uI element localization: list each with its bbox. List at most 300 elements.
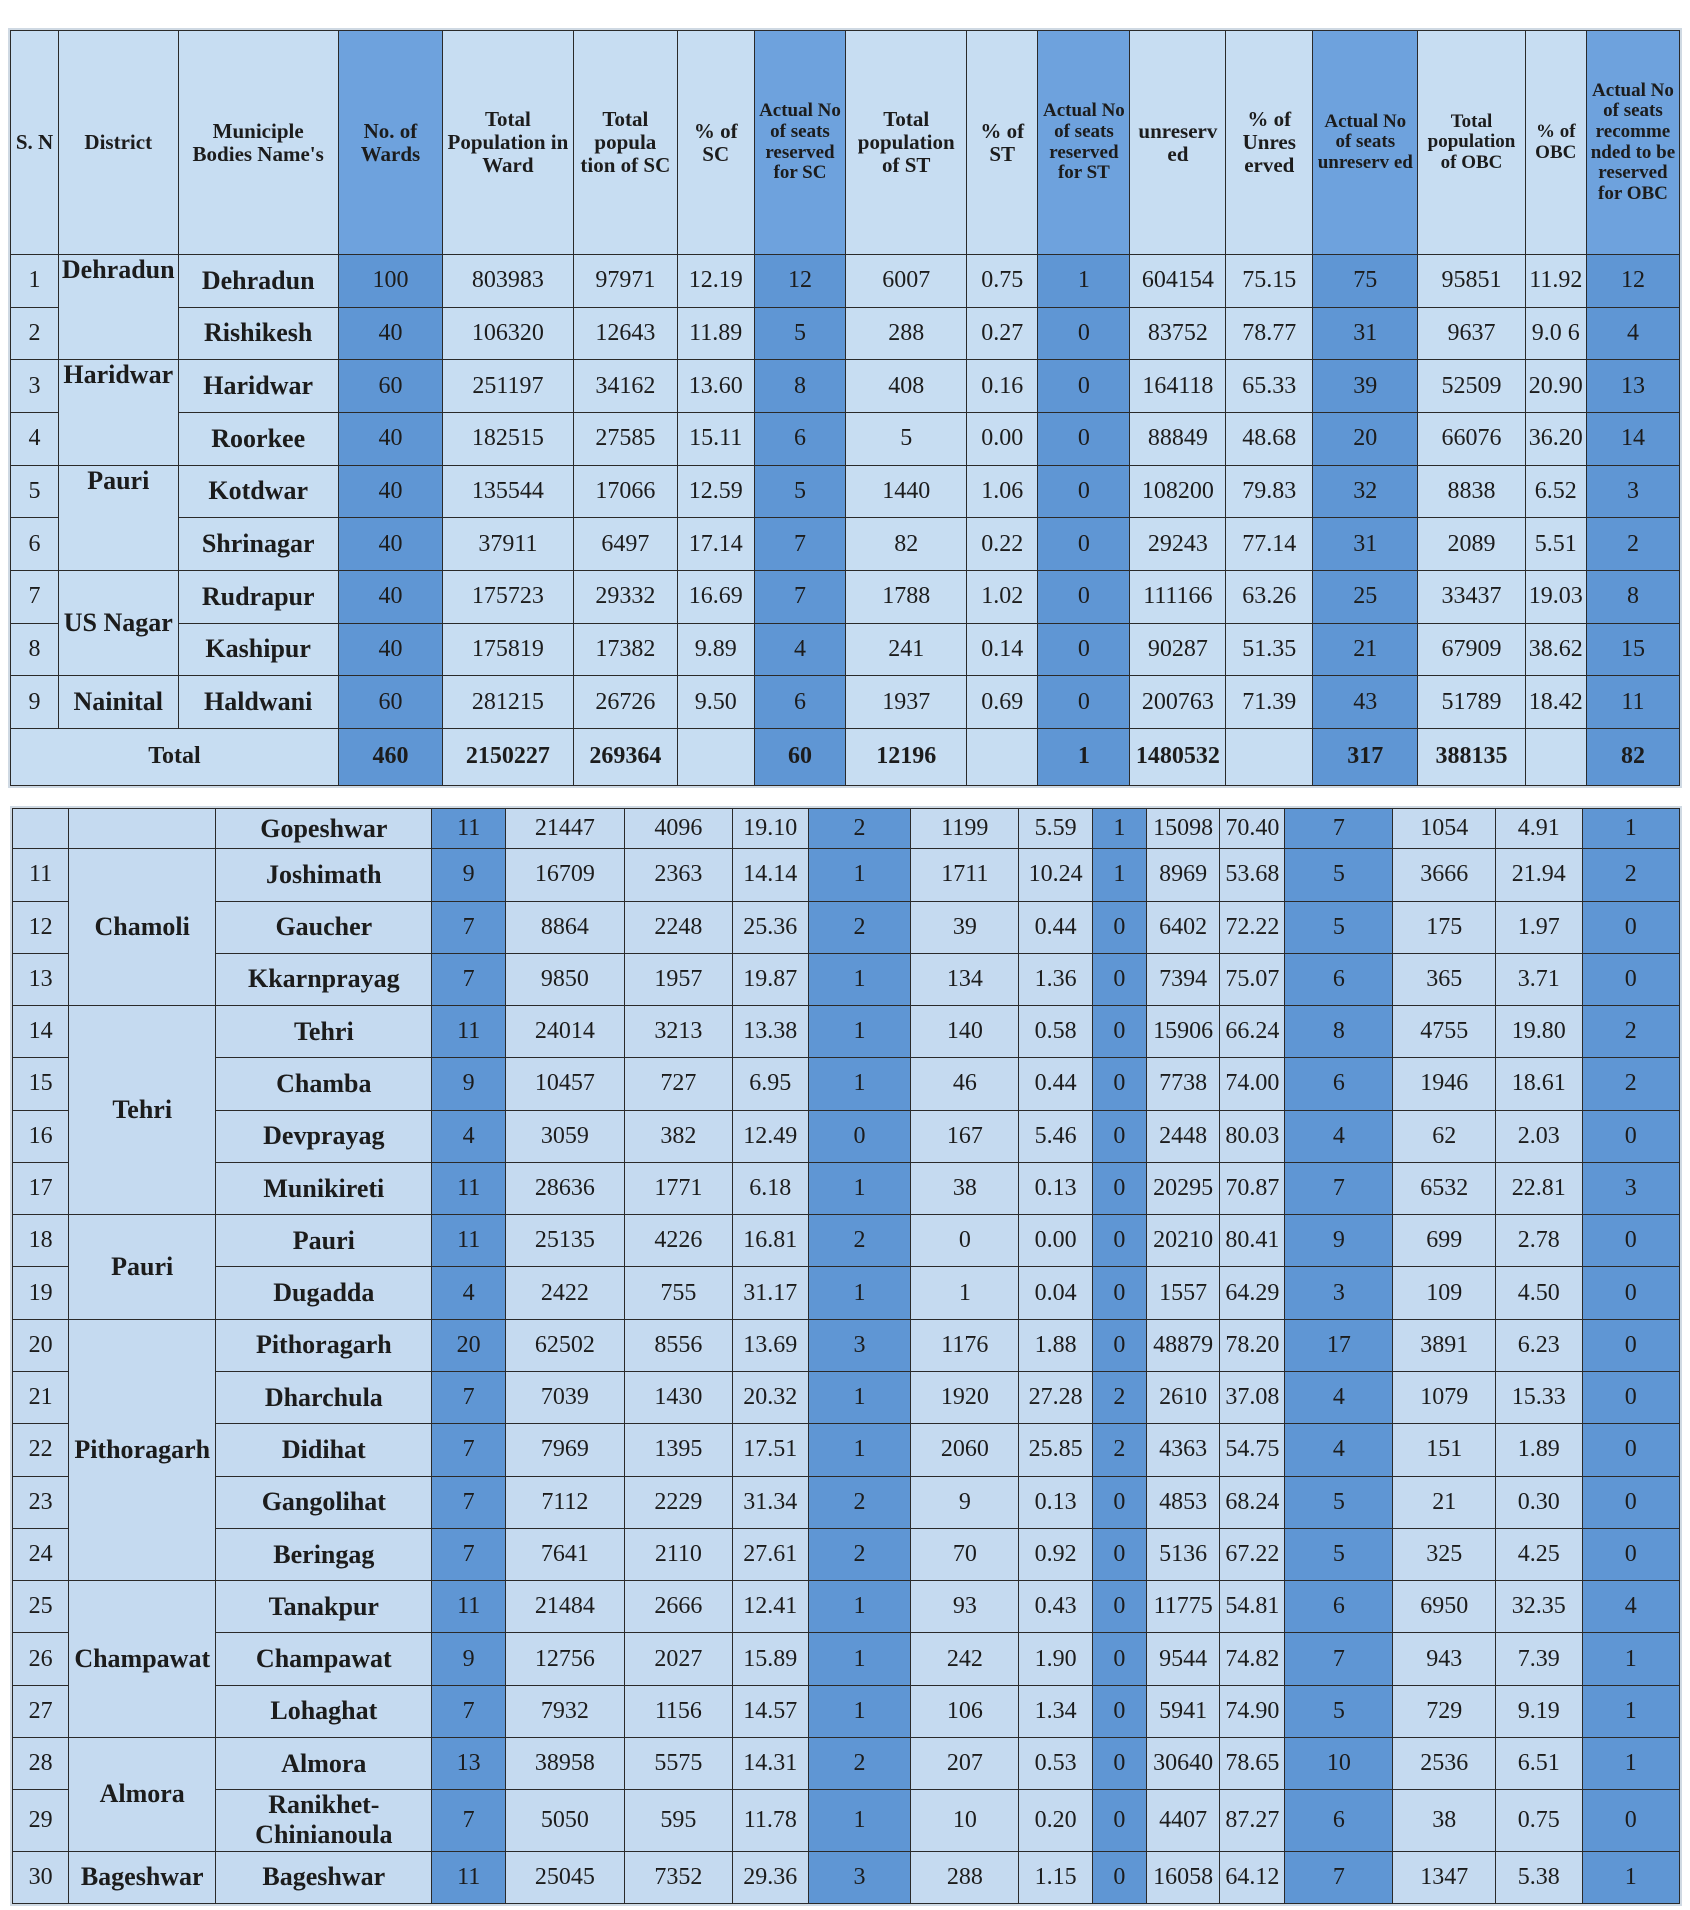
table-row <box>13 1633 1680 1685</box>
wards-cell: 20 <box>432 1319 506 1371</box>
municipal-body-cell: Bageshwar <box>216 1851 432 1903</box>
district-cell: US Nagar <box>59 570 179 675</box>
unres-seats-cell: 7 <box>1285 1633 1393 1685</box>
obc-pct-cell: 18.61 <box>1496 1058 1582 1110</box>
unres-seats-cell: 5 <box>1285 901 1393 953</box>
header-total-pop: Total Population in Ward <box>443 31 574 255</box>
total-row <box>11 728 1680 785</box>
unres-cell: 20295 <box>1146 1162 1220 1214</box>
table-row <box>13 1215 1680 1267</box>
table-row <box>13 1738 1680 1790</box>
wards-cell: 11 <box>432 1162 506 1214</box>
wards-cell: 11 <box>432 1581 506 1633</box>
unres-seats-cell: 25 <box>1313 570 1418 623</box>
serial-number-cell: 26 <box>13 1633 69 1685</box>
sc-pct-cell: 9.50 <box>677 676 754 729</box>
st-pct-cell: 0.22 <box>966 518 1037 571</box>
header-pop-st: Total population of ST <box>846 31 967 255</box>
unres-pct-cell: 64.12 <box>1220 1851 1285 1903</box>
st-pct-cell: 5.46 <box>1019 1110 1093 1162</box>
serial-number-cell: 25 <box>13 1581 69 1633</box>
sc-seats-cell: 2 <box>808 1215 911 1267</box>
sc-cell: 2666 <box>624 1581 732 1633</box>
st-seats-cell: 0 <box>1092 1790 1146 1851</box>
unres-pct-cell: 87.27 <box>1220 1790 1285 1851</box>
unres-pct-cell: 64.29 <box>1220 1267 1285 1319</box>
sc-seats-cell: 1 <box>808 1790 911 1851</box>
municipal-body-cell: Gangolihat <box>216 1476 432 1528</box>
obc-cell: 699 <box>1393 1215 1496 1267</box>
st-seats-cell: 1 <box>1092 809 1146 849</box>
st-seats-cell: 0 <box>1038 518 1130 571</box>
total-sc-cell: 269364 <box>573 728 677 785</box>
sc-pct-cell: 25.36 <box>732 901 808 953</box>
unres-seats-cell: 4 <box>1285 1424 1393 1476</box>
st-seats-cell: 0 <box>1038 676 1130 729</box>
unres-pct-cell: 78.77 <box>1226 307 1313 360</box>
obc-pct-cell: 4.50 <box>1496 1267 1582 1319</box>
unres-cell: 29243 <box>1130 518 1226 571</box>
unres-pct-cell: 74.90 <box>1220 1685 1285 1737</box>
st-pct-cell: 1.36 <box>1019 953 1093 1005</box>
unres-cell: 200763 <box>1130 676 1226 729</box>
header-pct-st: % of ST <box>966 31 1037 255</box>
wards-cell: 13 <box>432 1738 506 1790</box>
sc-pct-cell: 27.61 <box>732 1528 808 1580</box>
wards-cell: 60 <box>338 676 442 729</box>
unres-cell: 5941 <box>1146 1685 1220 1737</box>
st-pct-cell: 10.24 <box>1019 849 1093 901</box>
serial-number-cell: 18 <box>13 1215 69 1267</box>
district-cell: Haridwar <box>59 360 179 465</box>
st-seats-cell: 0 <box>1038 465 1130 518</box>
table-row <box>13 1058 1680 1110</box>
sc-pct-cell: 13.60 <box>677 360 754 413</box>
table-row <box>11 570 1680 623</box>
serial-number-cell <box>13 809 69 849</box>
unres-cell: 90287 <box>1130 623 1226 676</box>
sc-cell: 1771 <box>624 1162 732 1214</box>
st-pct-cell: 0.92 <box>1019 1528 1093 1580</box>
sc-cell: 2229 <box>624 1476 732 1528</box>
district-cell: Pauri <box>69 1215 216 1320</box>
unres-cell: 11775 <box>1146 1581 1220 1633</box>
obc-seats-cell: 0 <box>1582 1528 1679 1580</box>
total-label: Total <box>11 728 339 785</box>
obc-seats-cell: 1 <box>1582 1633 1679 1685</box>
st-cell: 288 <box>911 1851 1019 1903</box>
sc-cell: 29332 <box>573 570 677 623</box>
obc-pct-cell: 2.03 <box>1496 1110 1582 1162</box>
obc-seats-cell: 2 <box>1582 1058 1679 1110</box>
serial-number-cell: 11 <box>13 849 69 901</box>
municipal-body-cell: Haridwar <box>178 360 338 413</box>
st-seats-cell: 0 <box>1092 1633 1146 1685</box>
total-cell: 7641 <box>505 1528 624 1580</box>
st-cell: 1 <box>911 1267 1019 1319</box>
st-cell: 70 <box>911 1528 1019 1580</box>
obc-seats-cell: 3 <box>1582 1162 1679 1214</box>
total-cell: 62502 <box>505 1319 624 1371</box>
sc-cell: 382 <box>624 1110 732 1162</box>
st-cell: 241 <box>846 623 967 676</box>
district-cell: Dehradun <box>59 255 179 360</box>
unres-pct-cell: 66.24 <box>1220 1006 1285 1058</box>
header-wards: No. of Wards <box>338 31 442 255</box>
serial-number-cell: 16 <box>13 1110 69 1162</box>
st-pct-cell: 0.04 <box>1019 1267 1093 1319</box>
st-pct-cell: 0.14 <box>966 623 1037 676</box>
sc-seats-cell: 1 <box>808 1424 911 1476</box>
table-row <box>13 1581 1680 1633</box>
obc-seats-cell: 0 <box>1582 901 1679 953</box>
municipal-body-cell: Roorkee <box>178 412 338 465</box>
serial-number-cell: 21 <box>13 1372 69 1424</box>
st-cell: 38 <box>911 1162 1019 1214</box>
municipal-body-cell: Gopeshwar <box>216 809 432 849</box>
district-cell: Almora <box>69 1738 216 1852</box>
municipal-body-cell: Champawat <box>216 1633 432 1685</box>
sc-pct-cell: 17.14 <box>677 518 754 571</box>
st-pct-cell: 0.44 <box>1019 1058 1093 1110</box>
unres-cell: 4407 <box>1146 1790 1220 1851</box>
municipal-body-cell: Rudrapur <box>178 570 338 623</box>
st-pct-cell: 0.53 <box>1019 1738 1093 1790</box>
top-table-body <box>11 255 1680 786</box>
unres-cell: 8969 <box>1146 849 1220 901</box>
sc-seats-cell: 4 <box>754 623 846 676</box>
sc-cell: 2110 <box>624 1528 732 1580</box>
obc-seats-cell: 4 <box>1586 307 1679 360</box>
sc-pct-cell: 14.57 <box>732 1685 808 1737</box>
header-seats-obc: Actual No of seats recomme nded to be reserved for OBC <box>1586 31 1679 255</box>
st-cell: 1199 <box>911 809 1019 849</box>
unres-pct-cell: 70.40 <box>1220 809 1285 849</box>
unres-cell: 1557 <box>1146 1267 1220 1319</box>
st-pct-cell: 0.00 <box>1019 1215 1093 1267</box>
wards-cell: 100 <box>338 255 442 308</box>
obc-cell: 52509 <box>1418 360 1525 413</box>
wards-cell: 9 <box>432 1633 506 1685</box>
st-seats-cell: 0 <box>1092 1476 1146 1528</box>
table-row <box>11 518 1680 571</box>
unres-pct-cell: 75.07 <box>1220 953 1285 1005</box>
table-row <box>11 360 1680 413</box>
obc-cell: 33437 <box>1418 570 1525 623</box>
obc-seats-cell: 1 <box>1582 809 1679 849</box>
unres-seats-cell: 10 <box>1285 1738 1393 1790</box>
unres-seats-cell: 5 <box>1285 1528 1393 1580</box>
total-cell: 25135 <box>505 1215 624 1267</box>
sc-seats-cell: 8 <box>754 360 846 413</box>
sc-cell: 5575 <box>624 1738 732 1790</box>
obc-cell: 38 <box>1393 1790 1496 1851</box>
st-cell: 10 <box>911 1790 1019 1851</box>
unres-cell: 15906 <box>1146 1006 1220 1058</box>
obc-cell: 365 <box>1393 953 1496 1005</box>
municipal-body-cell: Tanakpur <box>216 1581 432 1633</box>
total-cell: 175723 <box>443 570 574 623</box>
table-row <box>11 465 1680 518</box>
obc-cell: 151 <box>1393 1424 1496 1476</box>
total-obc-seats-cell: 82 <box>1586 728 1679 785</box>
header-unreserved: unreserv ed <box>1130 31 1226 255</box>
st-seats-cell: 0 <box>1092 1528 1146 1580</box>
obc-pct-cell: 32.35 <box>1496 1581 1582 1633</box>
serial-number-cell: 19 <box>13 1267 69 1319</box>
unres-cell: 5136 <box>1146 1528 1220 1580</box>
table-row <box>11 623 1680 676</box>
sc-cell: 2363 <box>624 849 732 901</box>
obc-cell: 1079 <box>1393 1372 1496 1424</box>
table-row <box>13 901 1680 953</box>
wards-cell: 7 <box>432 1476 506 1528</box>
st-pct-cell: 0.00 <box>966 412 1037 465</box>
serial-number-cell: 24 <box>13 1528 69 1580</box>
wards-cell: 40 <box>338 307 442 360</box>
wards-cell: 7 <box>432 1685 506 1737</box>
sc-cell: 12643 <box>573 307 677 360</box>
st-pct-cell: 1.88 <box>1019 1319 1093 1371</box>
serial-number-cell: 5 <box>11 465 59 518</box>
sc-cell: 3213 <box>624 1006 732 1058</box>
obc-seats-cell: 0 <box>1582 1790 1679 1851</box>
unres-seats-cell: 4 <box>1285 1110 1393 1162</box>
obc-cell: 325 <box>1393 1528 1496 1580</box>
obc-pct-cell: 38.62 <box>1525 623 1586 676</box>
st-cell: 106 <box>911 1685 1019 1737</box>
st-pct-cell: 0.58 <box>1019 1006 1093 1058</box>
wards-cell: 4 <box>432 1110 506 1162</box>
bottom-table-body <box>13 809 1680 1904</box>
header-pct-sc: % of SC <box>677 31 754 255</box>
unres-cell: 20210 <box>1146 1215 1220 1267</box>
total-cell: 37911 <box>443 518 574 571</box>
st-seats-cell: 0 <box>1038 360 1130 413</box>
unres-pct-cell: 63.26 <box>1226 570 1313 623</box>
sc-seats-cell: 3 <box>808 1851 911 1903</box>
st-pct-cell: 0.13 <box>1019 1162 1093 1214</box>
table-row <box>13 849 1680 901</box>
obc-seats-cell: 0 <box>1582 1476 1679 1528</box>
obc-cell: 2089 <box>1418 518 1525 571</box>
unres-cell: 7394 <box>1146 953 1220 1005</box>
unres-pct-cell: 70.87 <box>1220 1162 1285 1214</box>
serial-number-cell: 23 <box>13 1476 69 1528</box>
header-pct-obc: % of OBC <box>1525 31 1586 255</box>
st-seats-cell: 0 <box>1092 1267 1146 1319</box>
header-seats-st: Actual No of seats reserved for ST <box>1038 31 1130 255</box>
serial-number-cell: 30 <box>13 1851 69 1903</box>
obc-seats-cell: 11 <box>1586 676 1679 729</box>
municipal-body-cell: Haldwani <box>178 676 338 729</box>
total-cell: 12756 <box>505 1633 624 1685</box>
st-cell: 1176 <box>911 1319 1019 1371</box>
sc-cell: 7352 <box>624 1851 732 1903</box>
obc-cell: 2536 <box>1393 1738 1496 1790</box>
wards-cell: 7 <box>432 901 506 953</box>
wards-cell: 7 <box>432 1790 506 1851</box>
sc-seats-cell: 1 <box>808 1581 911 1633</box>
unres-seats-cell: 3 <box>1285 1267 1393 1319</box>
sc-seats-cell: 6 <box>754 676 846 729</box>
table-row <box>13 1110 1680 1162</box>
st-seats-cell: 0 <box>1038 412 1130 465</box>
sc-pct-cell: 11.89 <box>677 307 754 360</box>
unres-seats-cell: 31 <box>1313 518 1418 571</box>
st-pct-cell: 1.34 <box>1019 1685 1093 1737</box>
municipal-body-cell: Devprayag <box>216 1110 432 1162</box>
unres-seats-cell: 20 <box>1313 412 1418 465</box>
total-cell: 21484 <box>505 1581 624 1633</box>
total-cell: 21447 <box>505 809 624 849</box>
unres-seats-cell: 4 <box>1285 1372 1393 1424</box>
st-cell: 39 <box>911 901 1019 953</box>
obc-seats-cell: 0 <box>1582 1267 1679 1319</box>
obc-pct-cell: 9.0 6 <box>1525 307 1586 360</box>
sc-seats-cell: 1 <box>808 953 911 1005</box>
municipal-body-cell: Pauri <box>216 1215 432 1267</box>
sc-cell: 97971 <box>573 255 677 308</box>
sc-seats-cell: 1 <box>808 1372 911 1424</box>
header-pop-obc: Total population of OBC <box>1418 31 1525 255</box>
sc-seats-cell: 1 <box>808 1058 911 1110</box>
unres-cell: 2610 <box>1146 1372 1220 1424</box>
st-seats-cell: 0 <box>1092 901 1146 953</box>
wards-cell: 7 <box>432 1424 506 1476</box>
obc-seats-cell: 0 <box>1582 1424 1679 1476</box>
st-seats-cell: 0 <box>1092 1851 1146 1903</box>
st-cell: 207 <box>911 1738 1019 1790</box>
wards-cell: 40 <box>338 465 442 518</box>
obc-pct-cell: 4.25 <box>1496 1528 1582 1580</box>
municipal-body-cell: Lohaghat <box>216 1685 432 1737</box>
obc-cell: 8838 <box>1418 465 1525 518</box>
st-pct-cell: 0.27 <box>966 307 1037 360</box>
obc-cell: 3891 <box>1393 1319 1496 1371</box>
st-seats-cell: 2 <box>1092 1424 1146 1476</box>
obc-cell: 9637 <box>1418 307 1525 360</box>
obc-seats-cell: 2 <box>1582 1006 1679 1058</box>
st-seats-cell: 0 <box>1038 570 1130 623</box>
serial-number-cell: 7 <box>11 570 59 623</box>
table-row <box>13 1372 1680 1424</box>
st-seats-cell: 1 <box>1038 255 1130 308</box>
unres-pct-cell: 68.24 <box>1220 1476 1285 1528</box>
st-cell: 1788 <box>846 570 967 623</box>
wards-cell: 60 <box>338 360 442 413</box>
total-cell: 175819 <box>443 623 574 676</box>
st-seats-cell: 0 <box>1038 623 1130 676</box>
total-cell: 182515 <box>443 412 574 465</box>
obc-cell: 6532 <box>1393 1162 1496 1214</box>
unres-cell: 111166 <box>1130 570 1226 623</box>
st-seats-cell: 0 <box>1092 1162 1146 1214</box>
sc-pct-cell: 15.89 <box>732 1633 808 1685</box>
total-sc-seats-cell: 60 <box>754 728 846 785</box>
table-row <box>11 307 1680 360</box>
wards-cell: 40 <box>338 412 442 465</box>
sc-seats-cell: 1 <box>808 1633 911 1685</box>
serial-number-cell: 1 <box>11 255 59 308</box>
table-row <box>13 953 1680 1005</box>
st-pct-cell: 0.75 <box>966 255 1037 308</box>
obc-pct-cell: 20.90 <box>1525 360 1586 413</box>
st-seats-cell: 0 <box>1038 307 1130 360</box>
header-seats-unres: Actual No of seats unreserv ed <box>1313 31 1418 255</box>
header-pop-sc: Total popula tion of SC <box>573 31 677 255</box>
obc-seats-cell: 14 <box>1586 412 1679 465</box>
sc-pct-cell: 13.69 <box>732 1319 808 1371</box>
obc-seats-cell: 1 <box>1582 1851 1679 1903</box>
st-cell: 242 <box>911 1633 1019 1685</box>
unres-pct-cell: 78.65 <box>1220 1738 1285 1790</box>
unres-pct-cell: 80.41 <box>1220 1215 1285 1267</box>
sc-pct-cell: 6.95 <box>732 1058 808 1110</box>
municipal-body-cell: Beringag <box>216 1528 432 1580</box>
st-pct-cell: 0.13 <box>1019 1476 1093 1528</box>
total-cell: 251197 <box>443 360 574 413</box>
municipal-seat-table-top <box>10 30 1680 786</box>
unres-pct-cell: 37.08 <box>1220 1372 1285 1424</box>
municipal-body-cell: Dharchula <box>216 1372 432 1424</box>
sc-seats-cell: 2 <box>808 901 911 953</box>
obc-pct-cell: 21.94 <box>1496 849 1582 901</box>
sc-pct-cell: 15.11 <box>677 412 754 465</box>
unres-cell: 2448 <box>1146 1110 1220 1162</box>
sc-pct-cell: 13.38 <box>732 1006 808 1058</box>
unres-seats-cell: 7 <box>1285 809 1393 849</box>
st-pct-cell: 1.90 <box>1019 1633 1093 1685</box>
unres-pct-cell: 48.68 <box>1226 412 1313 465</box>
obc-seats-cell: 2 <box>1582 849 1679 901</box>
obc-seats-cell: 13 <box>1586 360 1679 413</box>
obc-cell: 66076 <box>1418 412 1525 465</box>
st-cell: 167 <box>911 1110 1019 1162</box>
unres-pct-cell: 75.15 <box>1226 255 1313 308</box>
obc-seats-cell: 4 <box>1582 1581 1679 1633</box>
obc-pct-cell: 6.23 <box>1496 1319 1582 1371</box>
sc-pct-cell: 19.10 <box>732 809 808 849</box>
obc-cell: 1946 <box>1393 1058 1496 1110</box>
obc-seats-cell: 3 <box>1586 465 1679 518</box>
unres-seats-cell: 39 <box>1313 360 1418 413</box>
obc-cell: 51789 <box>1418 676 1525 729</box>
sc-seats-cell: 5 <box>754 307 846 360</box>
sc-cell: 2248 <box>624 901 732 953</box>
obc-pct-cell: 6.51 <box>1496 1738 1582 1790</box>
unres-seats-cell: 7 <box>1285 1162 1393 1214</box>
total-cell: 7932 <box>505 1685 624 1737</box>
municipal-body-cell: Kashipur <box>178 623 338 676</box>
sc-cell: 755 <box>624 1267 732 1319</box>
sc-pct-cell: 9.89 <box>677 623 754 676</box>
sc-pct-cell: 6.18 <box>732 1162 808 1214</box>
table-row <box>11 255 1680 308</box>
st-seats-cell: 0 <box>1092 953 1146 1005</box>
st-cell: 5 <box>846 412 967 465</box>
obc-pct-cell: 5.38 <box>1496 1851 1582 1903</box>
total-unres-seats-cell: 317 <box>1313 728 1418 785</box>
municipal-body-cell: Didihat <box>216 1424 432 1476</box>
obc-cell: 6950 <box>1393 1581 1496 1633</box>
wards-cell: 40 <box>338 518 442 571</box>
sc-pct-cell: 11.78 <box>732 1790 808 1851</box>
st-seats-cell: 1 <box>1092 849 1146 901</box>
unres-seats-cell: 6 <box>1285 1790 1393 1851</box>
obc-pct-cell: 15.33 <box>1496 1372 1582 1424</box>
unres-cell: 16058 <box>1146 1851 1220 1903</box>
